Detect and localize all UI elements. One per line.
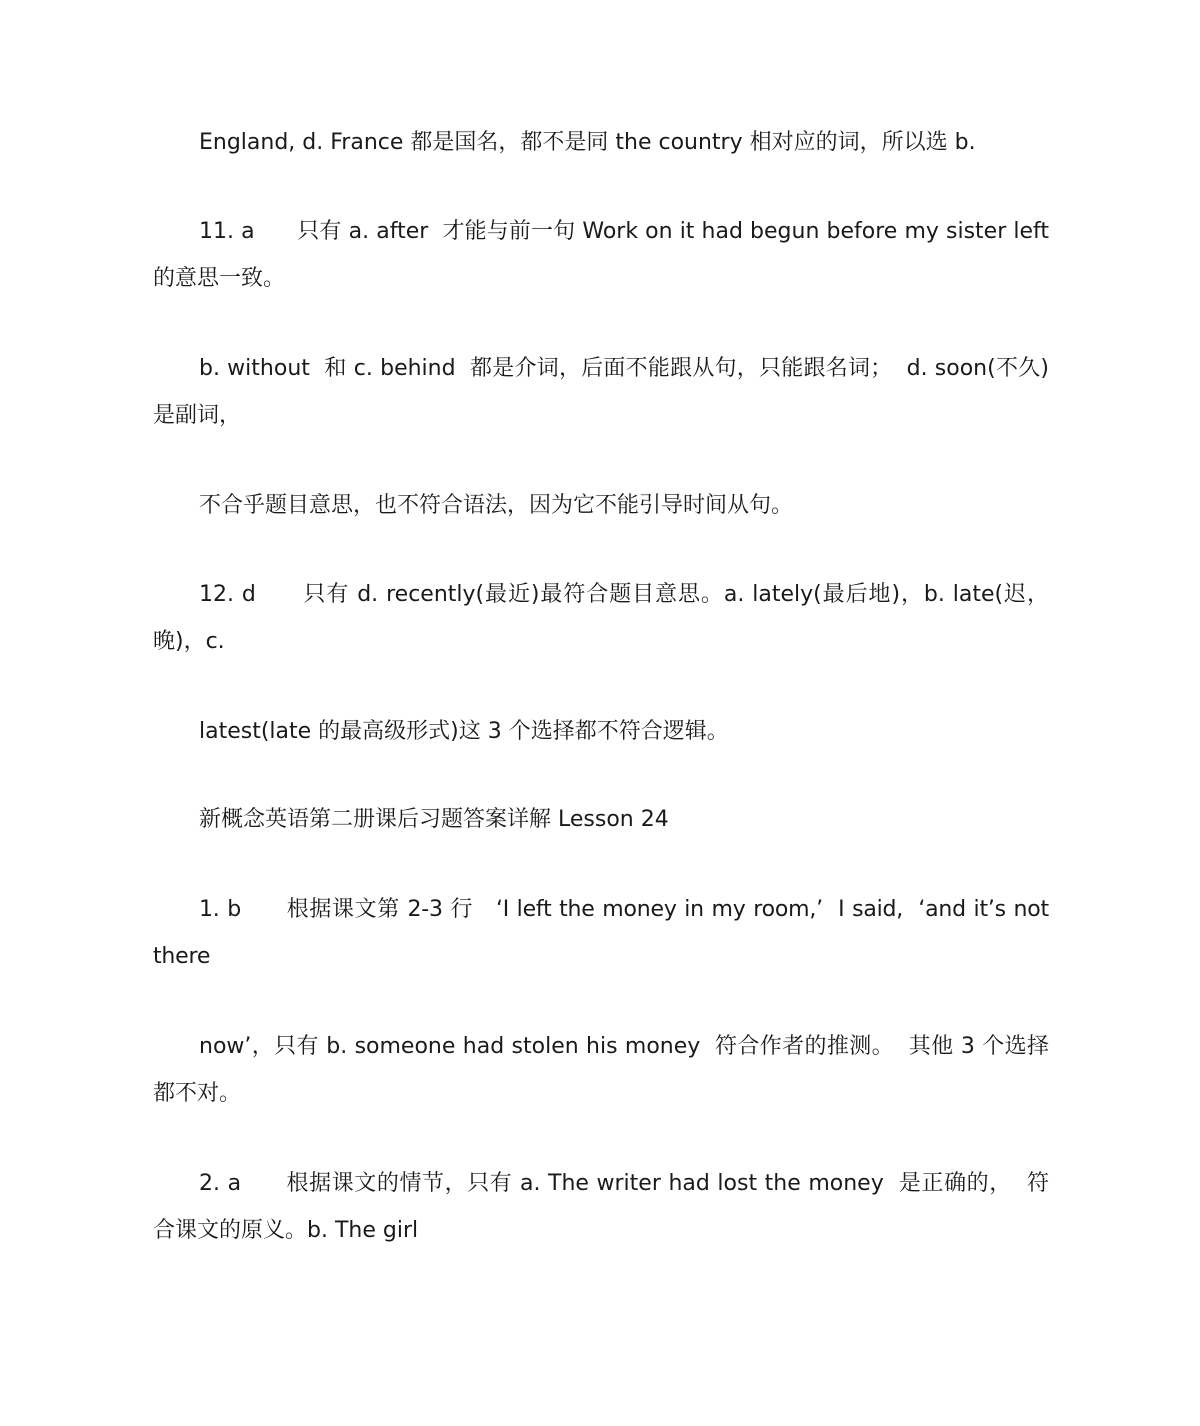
lesson-heading: 新概念英语第二册课后习题答案详解 Lesson 24 xyxy=(199,807,669,832)
paragraph-1: England, d. France 都是国名，都不是同 the country 相对应的词，所以选 b. xyxy=(199,130,976,155)
paragraph-3: b. without 和 c. behind 都是介词，后面不能跟从句，只能跟名词； d. soon(不久) 是副词， xyxy=(153,356,1056,428)
paragraph-5: 12. d 只有 d. recently(最近)最符合题目意思。a. lately(最后地)，b. late(迟，晚)，c. xyxy=(153,582,1049,654)
paragraph-9: 2. a 根据课文的情节，只有 a. The writer had lost the money 是正确的， 符合课文的原义。b. The girl xyxy=(153,1171,1049,1243)
paragraph-8: now’，只有 b. someone had stolen his money 符合作者的推测。 其他 3 个选择都不对。 xyxy=(153,1034,1049,1106)
paragraph-2: 11. a 只有 a. after 才能与前一句 Work on it had begun before my sister left 的意思一致。 xyxy=(153,219,1056,291)
paragraph-7: 1. b 根据课文第 2-3 行 ‘I left the money in my room,’ I said, ‘and it’s not there xyxy=(153,897,1056,969)
paragraph-4: 不合乎题目意思，也不符合语法，因为它不能引导时间从句。 xyxy=(199,493,794,518)
paragraph-6: latest(late 的最高级形式)这 3 个选择都不符合逻辑。 xyxy=(199,719,729,744)
